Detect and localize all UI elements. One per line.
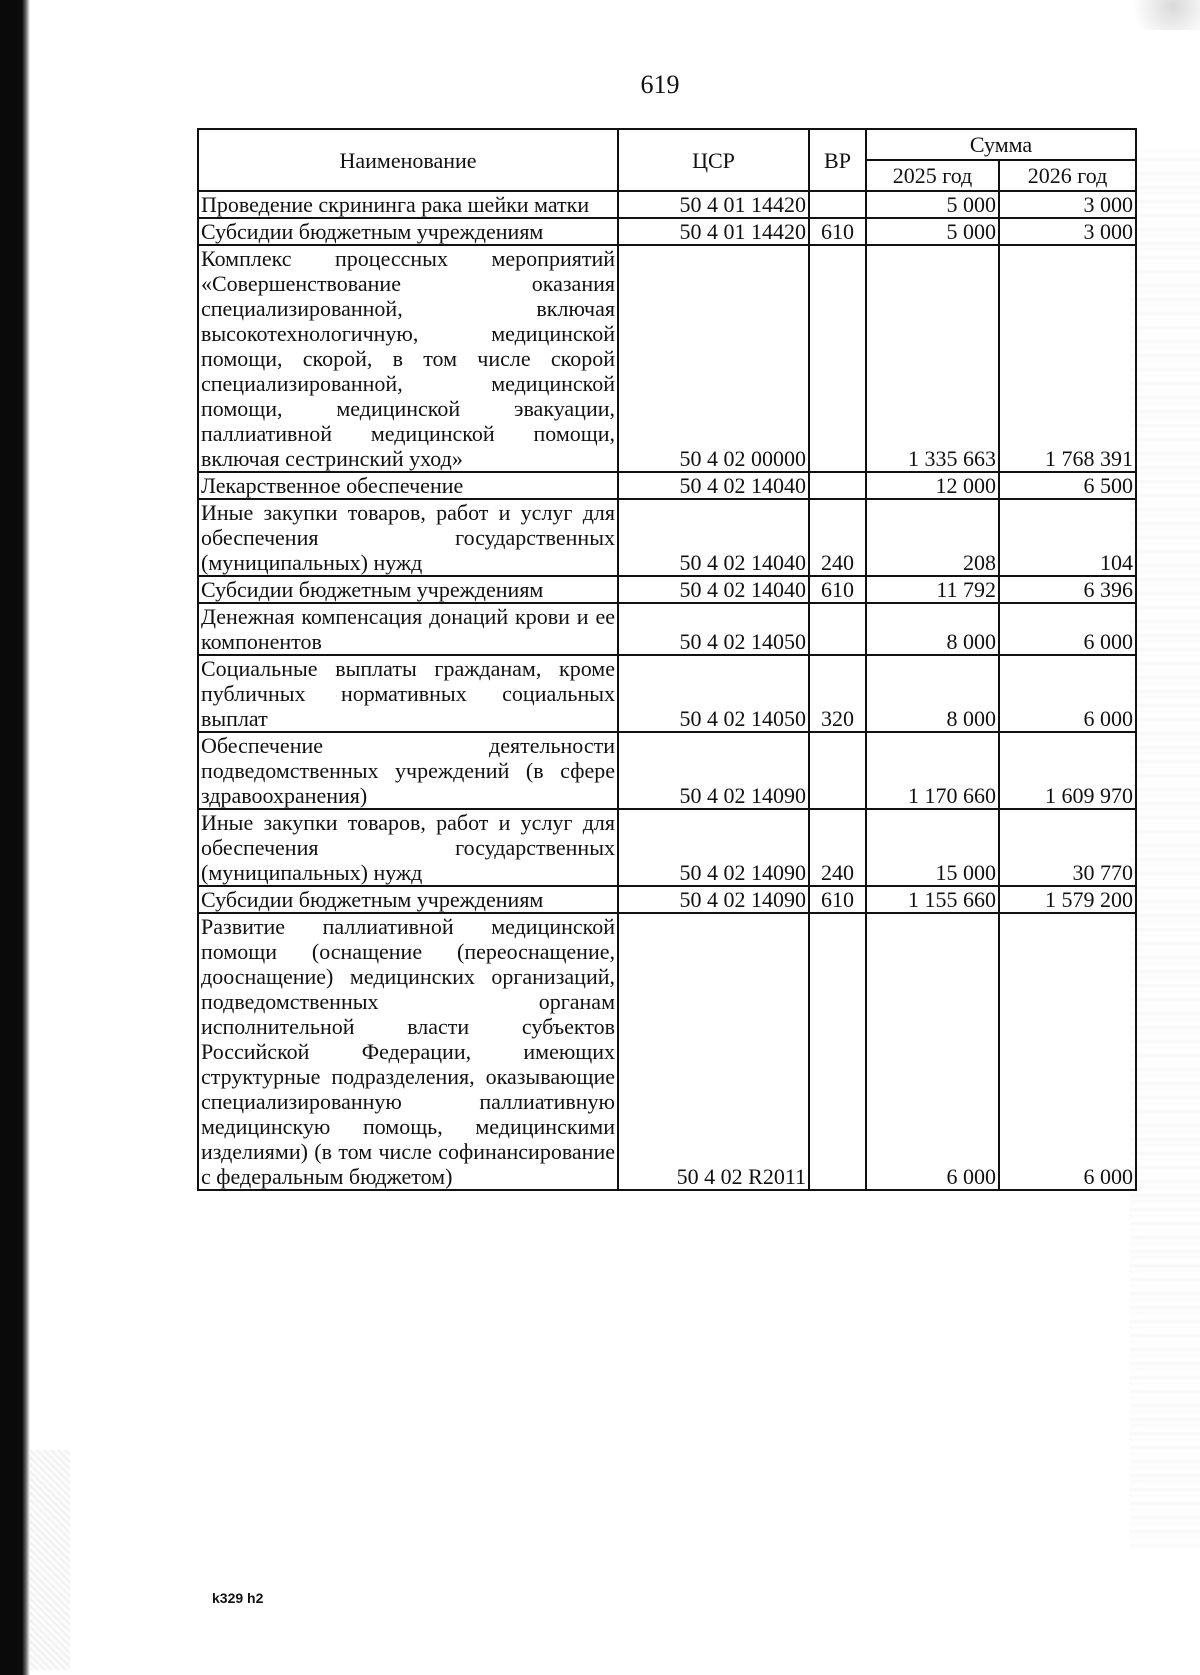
row-2025: 1 170 660 [866,732,999,809]
row-name: Развитие паллиативной медицинской помощи (оснащение (переоснащение, дооснащение) медицинских организаций, подведомственных органам исполнительной власти субъектов Российской Федерации, имеющих структурные подразделения, оказывающие специализированную паллиативную медицинскую помощь, медицинскими изделиями) (в том числе софинансирование с федеральным бюджетом) [198,913,618,1190]
row-csr: 50 4 02 00000 [618,245,809,472]
row-vr: 610 [809,218,866,245]
row-2025: 15 000 [866,809,999,886]
row-2025: 5 000 [866,191,999,218]
table-row [198,886,1136,913]
row-2026: 6 000 [999,655,1136,732]
table-header [198,129,1136,191]
row-2026: 6 500 [999,472,1136,499]
row-csr: 50 4 02 14050 [618,655,809,732]
row-name: Социальные выплаты гражданам, кроме публичных нормативных социальных выплат [198,655,618,732]
row-name: Лекарственное обеспечение [198,472,618,499]
header-name: Наименование [198,129,618,191]
page-number: 619 [640,70,680,99]
header-year-2025: 2025 год [866,160,999,191]
row-vr: 610 [809,576,866,603]
table-row [198,603,1136,655]
row-2026: 104 [999,499,1136,576]
row-csr: 50 4 02 14040 [618,499,809,576]
scan-edge-left [0,0,30,1675]
row-2025: 6 000 [866,913,999,1190]
row-vr: 240 [809,809,866,886]
row-vr: 610 [809,886,866,913]
row-vr: 320 [809,655,866,732]
row-csr: 50 4 02 R2011 [618,913,809,1190]
table-row [198,245,1136,472]
row-name: Субсидии бюджетным учреждениям [198,576,618,603]
scan-noise-right [1130,150,1200,1550]
row-2026: 30 770 [999,809,1136,886]
row-2025: 12 000 [866,472,999,499]
row-2025: 8 000 [866,655,999,732]
row-2025: 208 [866,499,999,576]
row-name: Субсидии бюджетным учреждениям [198,218,618,245]
header-vr: ВР [809,129,866,191]
row-name: Денежная компенсация донаций крови и ее компонентов [198,603,618,655]
row-vr [809,603,866,655]
scan-noise-bottom-left [30,1450,70,1670]
row-vr [809,472,866,499]
row-name: Субсидии бюджетным учреждениям [198,886,618,913]
row-2025: 1 155 660 [866,886,999,913]
row-2025: 8 000 [866,603,999,655]
row-name: Иные закупки товаров, работ и услуг для обеспечения государственных (муниципальных) нужд [198,809,618,886]
footer-code: k329 h2 [212,1590,264,1606]
row-2025: 5 000 [866,218,999,245]
table-row [198,809,1136,886]
row-csr: 50 4 01 14420 [618,218,809,245]
table-row [198,472,1136,499]
table-row [198,913,1136,1190]
row-2026: 6 000 [999,603,1136,655]
row-2026: 1 579 200 [999,886,1136,913]
row-csr: 50 4 01 14420 [618,191,809,218]
row-name: Проведение скрининга рака шейки матки [198,191,618,218]
row-2026: 1 768 391 [999,245,1136,472]
row-vr [809,732,866,809]
header-sum: Сумма [866,129,1136,160]
row-2026: 3 000 [999,191,1136,218]
budget-table [197,128,1137,1191]
row-csr: 50 4 02 14090 [618,732,809,809]
row-2026: 6 396 [999,576,1136,603]
row-name: Обеспечение деятельности подведомственных учреждений (в сфере здравоохранения) [198,732,618,809]
table-row [198,191,1136,218]
row-name: Иные закупки товаров, работ и услуг для обеспечения государственных (муниципальных) нужд [198,499,618,576]
row-csr: 50 4 02 14040 [618,472,809,499]
row-2026: 1 609 970 [999,732,1136,809]
row-2026: 3 000 [999,218,1136,245]
row-csr: 50 4 02 14050 [618,603,809,655]
row-2025: 1 335 663 [866,245,999,472]
scan-noise-top-right [1110,0,1200,30]
row-name: Комплекс процессных мероприятий «Совершенствование оказания специализированной, включая высокотехнологичную, медицинской помощи, скорой, в том числе скорой специализированной, медицинской помощи, медицинской эвакуации, паллиативной медицинской помощи, включая сестринский уход» [198,245,618,472]
row-vr: 240 [809,499,866,576]
table-body [198,191,1136,1190]
table-row [198,732,1136,809]
row-vr [809,191,866,218]
row-2026: 6 000 [999,913,1136,1190]
row-2025: 11 792 [866,576,999,603]
row-csr: 50 4 02 14040 [618,576,809,603]
row-csr: 50 4 02 14090 [618,809,809,886]
row-csr: 50 4 02 14090 [618,886,809,913]
row-vr [809,245,866,472]
header-csr: ЦСР [618,129,809,191]
table-row [198,499,1136,576]
table-row [198,576,1136,603]
table-row [198,655,1136,732]
header-year-2026: 2026 год [999,160,1136,191]
table-row [198,218,1136,245]
row-vr [809,913,866,1190]
